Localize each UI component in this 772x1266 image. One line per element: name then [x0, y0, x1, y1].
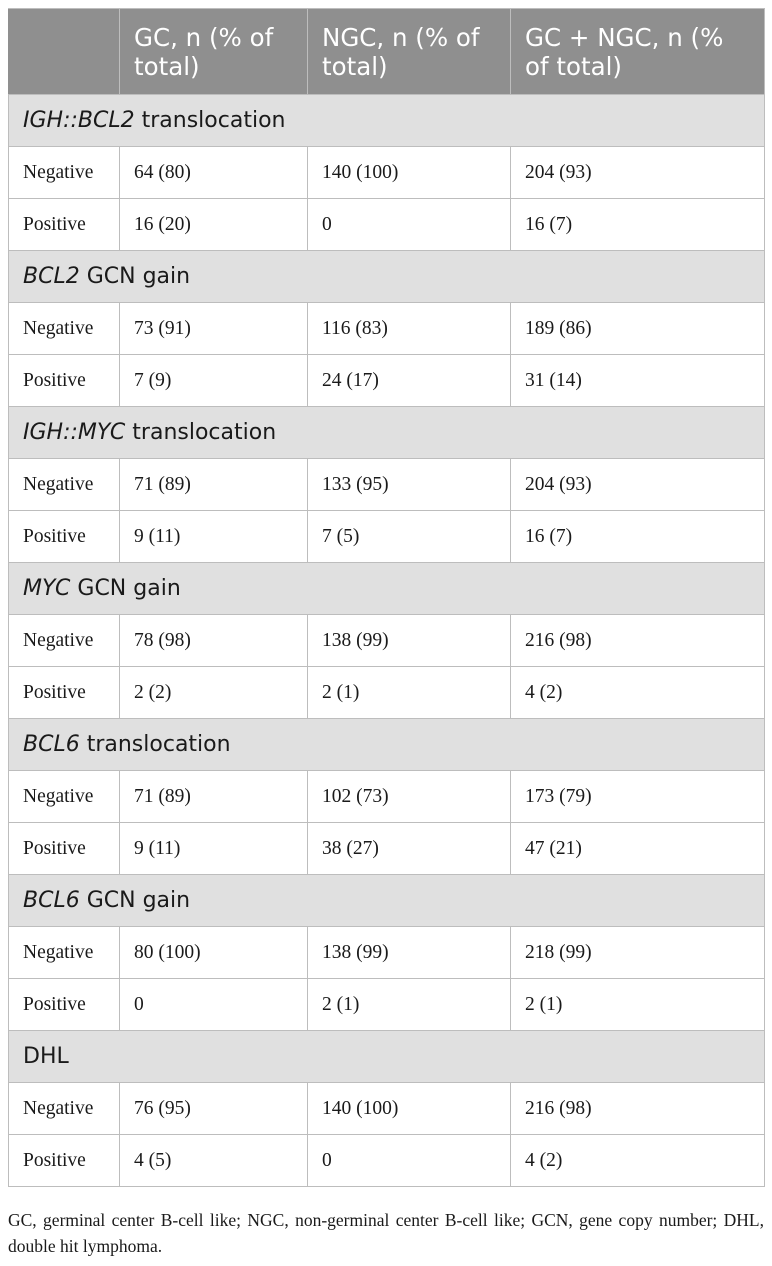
cell-total: 216 (98)	[511, 1083, 765, 1135]
cell-ngc: 138 (99)	[308, 615, 511, 667]
table-row	[9, 771, 765, 823]
cell-ngc: 2 (1)	[308, 979, 511, 1031]
cell-ngc: 138 (99)	[308, 927, 511, 979]
cell-gc: 4 (5)	[120, 1135, 308, 1187]
table-row	[9, 199, 765, 251]
cell-ngc: 0	[308, 1135, 511, 1187]
section-suffix: GCN gain	[70, 576, 181, 601]
table-row	[9, 1135, 765, 1187]
table-row	[9, 303, 765, 355]
cell-label: Positive	[9, 823, 120, 875]
section-title	[9, 875, 765, 927]
cell-gc: 71 (89)	[120, 771, 308, 823]
table-row	[9, 927, 765, 979]
cell-gc: 73 (91)	[120, 303, 308, 355]
table-row	[9, 511, 765, 563]
header-cell-empty	[9, 9, 120, 95]
data-table	[8, 8, 765, 1187]
section-row	[9, 563, 765, 615]
gene-name: MYC	[23, 576, 71, 601]
table-row	[9, 1083, 765, 1135]
cell-label: Positive	[9, 979, 120, 1031]
cell-gc: 76 (95)	[120, 1083, 308, 1135]
section-suffix: translocation	[134, 108, 286, 133]
section-suffix: GCN gain	[79, 264, 191, 289]
gene-name: IGH::BCL2	[23, 108, 135, 133]
cell-ngc: 24 (17)	[308, 355, 511, 407]
cell-gc: 71 (89)	[120, 459, 308, 511]
cell-total: 16 (7)	[511, 511, 765, 563]
cell-ngc: 116 (83)	[308, 303, 511, 355]
cell-ngc: 133 (95)	[308, 459, 511, 511]
cell-total: 216 (98)	[511, 615, 765, 667]
gene-name: BCL6	[23, 888, 80, 913]
cell-gc: 64 (80)	[120, 147, 308, 199]
table-footnote: GC, germinal center B-cell like; NGC, non-germinal center B-cell like; GCN, gene copy number; DHL, double hit lymphoma.	[8, 1210, 764, 1256]
table-body	[9, 95, 765, 1187]
cell-label: Positive	[9, 511, 120, 563]
cell-gc: 80 (100)	[120, 927, 308, 979]
cell-total: 16 (7)	[511, 199, 765, 251]
cell-gc: 2 (2)	[120, 667, 308, 719]
section-suffix: GCN gain	[79, 888, 191, 913]
cell-total: 204 (93)	[511, 147, 765, 199]
section-suffix: translocation	[125, 420, 277, 445]
cell-ngc: 0	[308, 199, 511, 251]
section-row	[9, 251, 765, 303]
cell-gc: 78 (98)	[120, 615, 308, 667]
cell-ngc: 140 (100)	[308, 147, 511, 199]
cell-total: 173 (79)	[511, 771, 765, 823]
gene-name: BCL6	[23, 732, 80, 757]
cell-label: Negative	[9, 147, 120, 199]
header-cell-gc: GC, n (% of total)	[120, 9, 308, 95]
section-row	[9, 719, 765, 771]
cell-gc: 7 (9)	[120, 355, 308, 407]
cell-gc: 9 (11)	[120, 823, 308, 875]
gene-name: BCL2	[23, 264, 80, 289]
cell-label: Negative	[9, 615, 120, 667]
table-row	[9, 459, 765, 511]
table-row	[9, 823, 765, 875]
section-row	[9, 875, 765, 927]
section-title	[9, 407, 765, 459]
section-title	[9, 251, 765, 303]
section-title	[9, 719, 765, 771]
gene-name: IGH::MYC	[23, 420, 126, 445]
section-title	[9, 1031, 765, 1083]
cell-label: Positive	[9, 355, 120, 407]
cell-total: 2 (1)	[511, 979, 765, 1031]
cell-label: Positive	[9, 199, 120, 251]
table-row	[9, 147, 765, 199]
cell-label: Negative	[9, 303, 120, 355]
cell-total: 31 (14)	[511, 355, 765, 407]
cell-ngc: 102 (73)	[308, 771, 511, 823]
section-row	[9, 95, 765, 147]
header-cell-total: GC + NGC, n (% of total)	[511, 9, 765, 95]
table-container	[8, 8, 764, 1187]
cell-ngc: 7 (5)	[308, 511, 511, 563]
cell-total: 204 (93)	[511, 459, 765, 511]
section-title	[9, 95, 765, 147]
section-suffix: translocation	[79, 732, 231, 757]
cell-total: 189 (86)	[511, 303, 765, 355]
cell-gc: 16 (20)	[120, 199, 308, 251]
section-row	[9, 1031, 765, 1083]
cell-total: 4 (2)	[511, 1135, 765, 1187]
cell-total: 47 (21)	[511, 823, 765, 875]
section-suffix: DHL	[23, 1044, 69, 1069]
section-title	[9, 563, 765, 615]
cell-total: 218 (99)	[511, 927, 765, 979]
table-row	[9, 667, 765, 719]
cell-ngc: 38 (27)	[308, 823, 511, 875]
table-row	[9, 355, 765, 407]
section-row	[9, 407, 765, 459]
cell-ngc: 140 (100)	[308, 1083, 511, 1135]
table-row	[9, 615, 765, 667]
cell-label: Negative	[9, 771, 120, 823]
cell-label: Positive	[9, 667, 120, 719]
cell-ngc: 2 (1)	[308, 667, 511, 719]
table-row	[9, 979, 765, 1031]
cell-total: 4 (2)	[511, 667, 765, 719]
cell-label: Positive	[9, 1135, 120, 1187]
cell-label: Negative	[9, 927, 120, 979]
header-cell-ngc: NGC, n (% of total)	[308, 9, 511, 95]
cell-gc: 9 (11)	[120, 511, 308, 563]
cell-label: Negative	[9, 459, 120, 511]
cell-label: Negative	[9, 1083, 120, 1135]
table-header	[9, 9, 765, 95]
cell-gc: 0	[120, 979, 308, 1031]
